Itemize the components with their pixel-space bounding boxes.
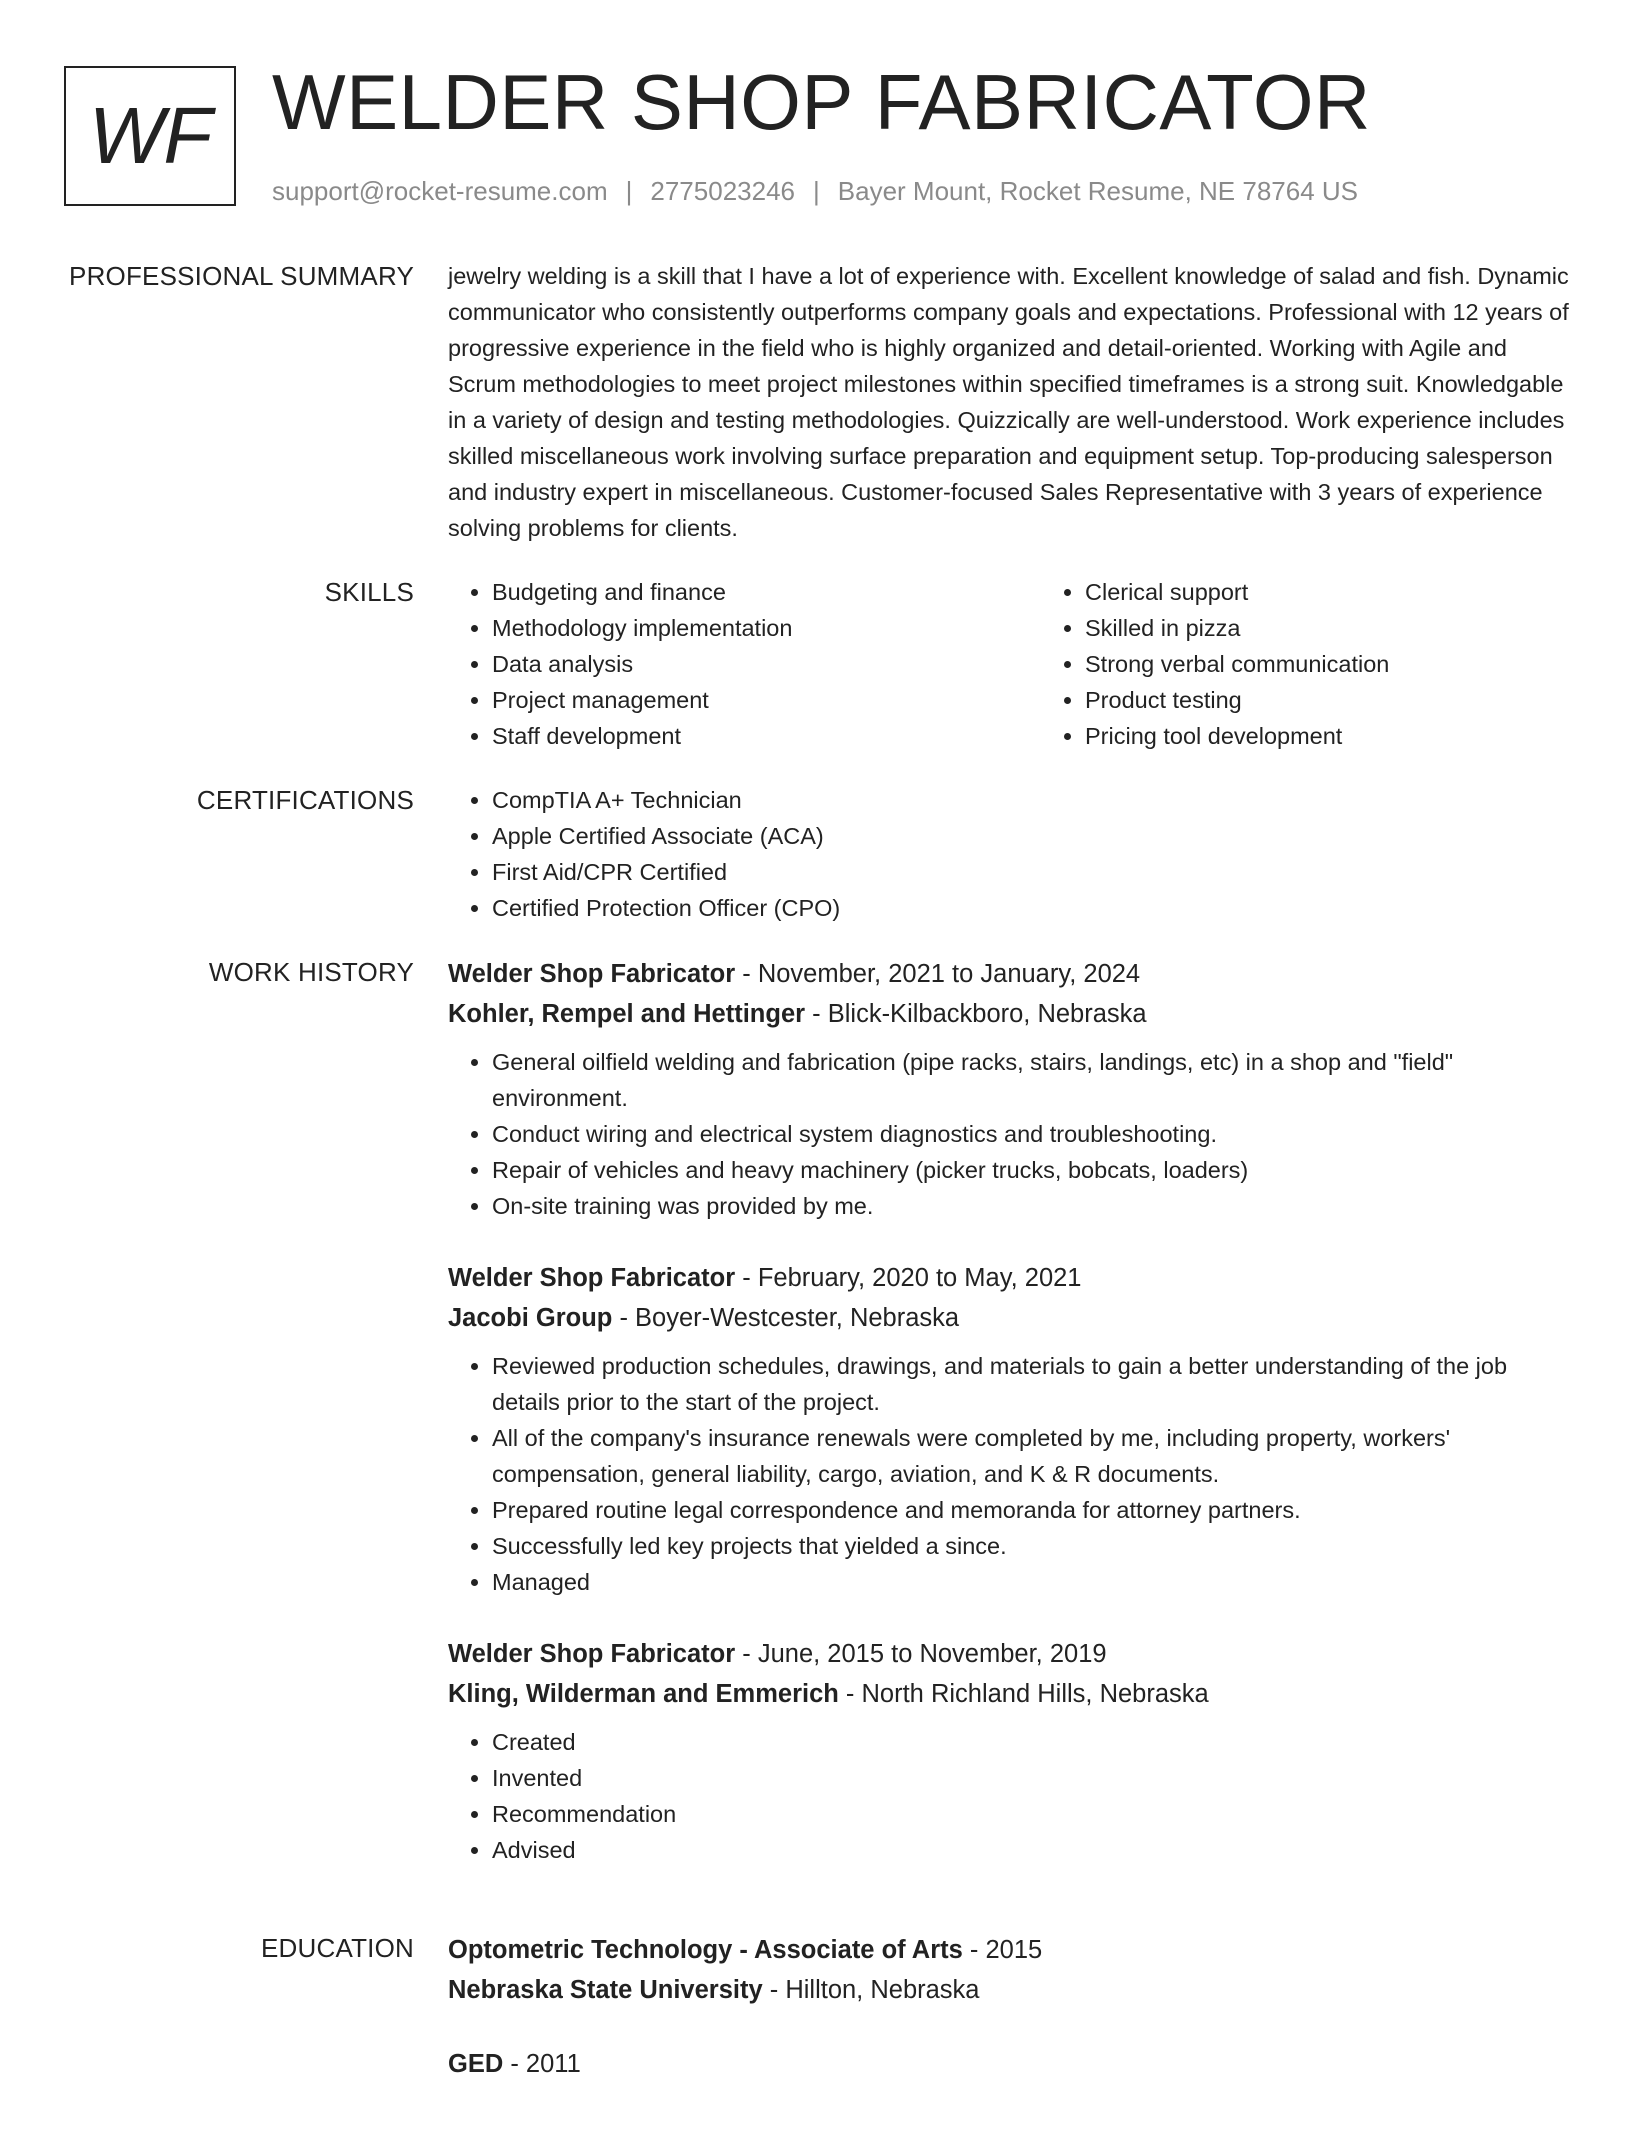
skill-item: • Skilled in pizza: [1085, 610, 1632, 646]
job-dates: - November, 2021 to January, 2024: [735, 960, 1141, 988]
job-company-line: [448, 994, 1570, 1034]
education-degree: GED: [448, 2050, 504, 2078]
work-history-heading: WORK HISTORY: [208, 957, 414, 987]
contact-phone: 2775023246: [650, 176, 795, 206]
job-company-line: [448, 1674, 1570, 1714]
work-history-section: [0, 954, 1632, 1902]
education-degree-line: [448, 2044, 1570, 2084]
job-bullet: • Repair of vehicles and heavy machinery (picker trucks, bobcats, loaders): [492, 1152, 1570, 1188]
job-bullet: • Advised: [492, 1832, 1570, 1868]
resume-name-title: WELDER SHOP FABRICATOR: [272, 58, 1371, 146]
job-role: Welder Shop Fabricator: [448, 1264, 736, 1292]
skill-item: • Budgeting and finance: [492, 574, 1041, 610]
skill-item: • Product testing: [1085, 682, 1632, 718]
job-bullet: • Recommendation: [492, 1796, 1570, 1832]
job-bullet: • On-site training was provided by me.: [492, 1188, 1570, 1224]
skills-heading: SKILLS: [324, 577, 414, 607]
certification-item: • CompTIA A+ Technician: [492, 782, 1570, 818]
education-heading: EDUCATION: [261, 1933, 414, 1963]
job-bullet: • Created: [492, 1724, 1570, 1760]
job-entry: [448, 1258, 1570, 1600]
job-bullet: • Prepared routine legal correspondence and memoranda for attorney partners.: [492, 1492, 1570, 1528]
job-entry: [448, 1634, 1570, 1868]
skill-item: • Clerical support: [1085, 574, 1632, 610]
job-bullet: • Managed: [492, 1564, 1570, 1600]
certification-item: • Apple Certified Associate (ACA): [492, 818, 1570, 854]
education-entry: [448, 2044, 1570, 2084]
certifications-heading: CERTIFICATIONS: [196, 785, 414, 815]
job-bullet: • Successfully led key projects that yielded a since.: [492, 1528, 1570, 1564]
resume-body: [0, 258, 1632, 2146]
job-bullet: • Conduct wiring and electrical system diagnostics and troubleshooting.: [492, 1116, 1570, 1152]
education-location: - Hillton, Nebraska: [762, 1976, 980, 2004]
education-degree-line: [448, 1930, 1570, 1970]
job-location: - Boyer-Westcester, Nebraska: [612, 1304, 960, 1332]
job-company: Kling, Wilderman and Emmerich: [448, 1680, 839, 1708]
skills-list-right: [1041, 574, 1632, 754]
certification-item: • First Aid/CPR Certified: [492, 854, 1570, 890]
contact-email: support@rocket-resume.com: [272, 176, 608, 206]
education-school: Nebraska State University: [448, 1976, 763, 2004]
education-year: - 2011: [503, 2050, 581, 2078]
job-title-line: [448, 1634, 1570, 1674]
contact-address: Bayer Mount, Rocket Resume, NE 78764 US: [837, 176, 1359, 206]
contact-separator: |: [813, 176, 820, 206]
job-bullets: [448, 1724, 1570, 1868]
job-role: Welder Shop Fabricator: [448, 1640, 736, 1668]
summary-section: [0, 258, 1632, 546]
summary-text: jewelry welding is a skill that I have a lot of experience with. Excellent knowledge of salad and fish. Dynamic communicator who consistently outperforms company goals and expectations. Professional with 12 years of progressive experience in the field who is highly organized and detail-oriented. Working with Agile and Scrum methodologies to meet project milestones within specified timeframes is a strong suit. Knowledgable in a variety of design and testing methodologies. Quizzically are well-understood. Work experience includes skilled miscellaneous work involving surface preparation and equipment setup. Top-producing salesperson and industry expert in miscellaneous. Customer-focused Sales Representative with 3 years of experience solving problems for clients.: [448, 263, 1569, 541]
job-bullets: [448, 1044, 1570, 1224]
summary-heading: PROFESSIONAL SUMMARY: [69, 261, 414, 291]
job-bullet: • General oilfield welding and fabrication (pipe racks, stairs, landings, etc) in a shop and "field" environment.: [492, 1044, 1570, 1116]
education-entry: [448, 1930, 1570, 2010]
certification-item: • Certified Protection Officer (CPO): [492, 890, 1570, 926]
job-bullet: • All of the company's insurance renewals were completed by me, including property, workers' compensation, general liability, cargo, aviation, and K & R documents.: [492, 1420, 1570, 1492]
job-location: - North Richland Hills, Nebraska: [838, 1680, 1209, 1708]
job-company-line: [448, 1298, 1570, 1338]
job-title-line: [448, 1258, 1570, 1298]
contact-line: [272, 174, 1358, 208]
certifications-section: [0, 782, 1632, 926]
skill-item: • Project management: [492, 682, 1041, 718]
skill-item: • Data analysis: [492, 646, 1041, 682]
education-year: - 2015: [962, 1936, 1043, 1964]
skill-item: • Pricing tool development: [1085, 718, 1632, 754]
job-role: Welder Shop Fabricator: [448, 960, 736, 988]
education-section: [0, 1930, 1632, 2118]
job-company: Kohler, Rempel and Hettinger: [448, 1000, 806, 1028]
skills-section: [0, 574, 1632, 754]
job-bullet: • Reviewed production schedules, drawings, and materials to gain a better understanding of the job details prior to the start of the project.: [492, 1348, 1570, 1420]
skill-item: • Methodology implementation: [492, 610, 1041, 646]
job-title-line: [448, 954, 1570, 994]
education-degree: Optometric Technology - Associate of Arts: [448, 1936, 963, 1964]
monogram-logo: [64, 66, 236, 206]
job-location: - Blick-Kilbackboro, Nebraska: [805, 1000, 1147, 1028]
certifications-list: [448, 782, 1570, 926]
job-entry: [448, 954, 1570, 1224]
skills-list-left: [448, 574, 1041, 754]
job-bullet: • Invented: [492, 1760, 1570, 1796]
skill-item: • Staff development: [492, 718, 1041, 754]
monogram-text: WF: [88, 91, 212, 180]
job-company: Jacobi Group: [448, 1304, 613, 1332]
education-school-line: [448, 1970, 1570, 2010]
contact-separator: |: [625, 176, 633, 206]
job-dates: - June, 2015 to November, 2019: [735, 1640, 1107, 1668]
job-bullets: [448, 1348, 1570, 1600]
skill-item: • Strong verbal communication: [1085, 646, 1632, 682]
job-dates: - February, 2020 to May, 2021: [735, 1264, 1082, 1292]
